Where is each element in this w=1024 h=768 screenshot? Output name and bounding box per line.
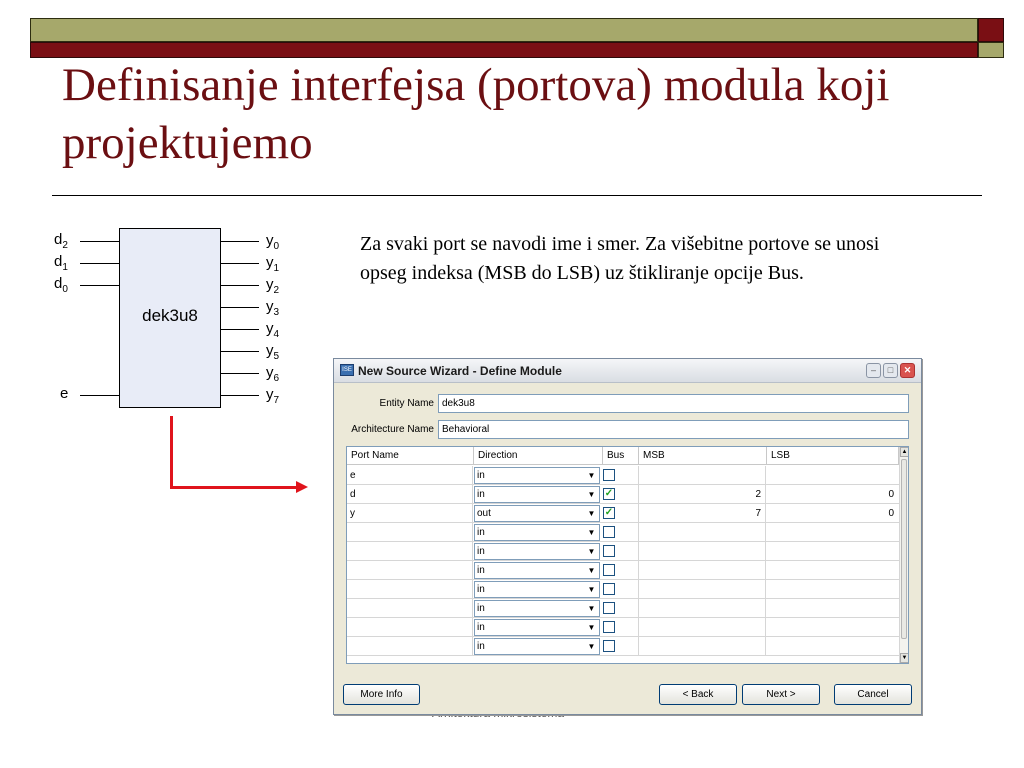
table-row: [347, 504, 899, 523]
input-wire: [80, 263, 119, 264]
chevron-down-icon[interactable]: ▼: [585, 526, 598, 539]
slide-description: Za svaki port se navodi ime i smer. Za višebitne portove se unosi opseg indeksa (MSB do LSB) uz štikliranje opcije Bus.: [360, 233, 880, 284]
port-name-cell[interactable]: [347, 561, 473, 580]
bus-checkbox[interactable]: [603, 564, 615, 576]
input-pin-label: $d_1$: [54, 253, 68, 273]
output-wire: [221, 395, 259, 396]
lsb-cell[interactable]: [767, 466, 898, 485]
bus-cell: [603, 485, 639, 504]
vertical-scrollbar[interactable]: [899, 447, 908, 663]
direction-value: in: [477, 603, 485, 614]
new-source-wizard-dialog: [333, 358, 922, 715]
lsb-cell[interactable]: 0: [888, 489, 894, 500]
port-name-cell[interactable]: [347, 637, 473, 656]
input-pin-label: e: [60, 385, 69, 402]
chevron-down-icon[interactable]: ▼: [585, 602, 598, 615]
direction-select[interactable]: [474, 467, 600, 484]
input-wire: [80, 241, 119, 242]
next-button[interactable]: Next >: [742, 684, 820, 705]
msb-cell[interactable]: [639, 523, 766, 542]
table-row: [347, 485, 899, 504]
direction-select[interactable]: [474, 524, 600, 541]
close-icon[interactable]: ✕: [900, 363, 915, 378]
msb-cell[interactable]: [639, 580, 766, 599]
lsb-cell[interactable]: [767, 618, 898, 637]
dialog-title: New Source Wizard - Define Module: [358, 364, 562, 378]
table-row: [347, 466, 899, 485]
direction-select[interactable]: [474, 543, 600, 560]
connector-line-horizontal: [170, 486, 298, 489]
header-square-red: [978, 18, 1004, 42]
maximize-icon[interactable]: □: [883, 363, 898, 378]
entity-name-input[interactable]: [438, 394, 909, 413]
output-pin-label: $y_2$: [266, 276, 280, 296]
bus-cell: [603, 542, 639, 561]
msb-cell[interactable]: [639, 466, 766, 485]
bus-checkbox[interactable]: [603, 602, 615, 614]
port-name-cell[interactable]: [347, 599, 473, 618]
output-wire: [221, 263, 259, 264]
more-info-button[interactable]: More Info: [343, 684, 420, 705]
architecture-name-input[interactable]: [438, 420, 909, 439]
direction-value: out: [477, 508, 491, 519]
bus-cell: [603, 561, 639, 580]
decoder-block-diagram: [0, 0, 330, 500]
port-table: [346, 446, 909, 664]
output-wire: [221, 307, 259, 308]
bus-cell: [603, 637, 639, 656]
output-pin-label: $y_7$: [266, 386, 280, 406]
output-pin-label: $y_5$: [266, 342, 280, 362]
msb-cell[interactable]: [639, 637, 766, 656]
dialog-titlebar[interactable]: [334, 359, 921, 383]
chevron-down-icon[interactable]: ▼: [585, 564, 598, 577]
connector-line-vertical: [170, 416, 173, 488]
column-header-direction[interactable]: Direction: [474, 447, 603, 465]
lsb-cell[interactable]: [767, 580, 898, 599]
direction-value: in: [477, 489, 485, 500]
direction-value: in: [477, 546, 485, 557]
port-name-cell[interactable]: [347, 523, 473, 542]
direction-select[interactable]: [474, 581, 600, 598]
port-name-cell[interactable]: e: [347, 466, 473, 485]
msb-cell[interactable]: [639, 599, 766, 618]
scroll-down-icon[interactable]: ▼: [901, 655, 908, 661]
input-pin-label: $d_2$: [54, 231, 68, 251]
output-wire: [221, 373, 259, 374]
table-row: [347, 599, 899, 618]
bus-checkbox[interactable]: [603, 545, 615, 557]
table-row: [347, 637, 899, 656]
msb-cell[interactable]: [639, 561, 766, 580]
direction-select[interactable]: [474, 600, 600, 617]
port-name-cell[interactable]: [347, 618, 473, 637]
table-row: [347, 580, 899, 599]
chevron-down-icon[interactable]: ▼: [585, 545, 598, 558]
msb-cell[interactable]: 2: [639, 485, 766, 504]
column-header-lsb[interactable]: LSB: [767, 447, 899, 465]
slide-title: Definisanje interfejsa (portova) modula koji projektujemo: [62, 59, 890, 169]
bus-checkbox[interactable]: [603, 526, 615, 538]
input-wire: [80, 395, 119, 396]
column-header-port-name[interactable]: Port Name: [347, 447, 474, 465]
output-pin-label: $y_6$: [266, 364, 280, 384]
bus-cell: [603, 618, 639, 637]
input-pin-label: $d_0$: [54, 275, 68, 295]
bus-cell: [603, 504, 639, 523]
table-row: [347, 618, 899, 637]
table-header: [347, 447, 908, 465]
direction-value: in: [477, 565, 485, 576]
direction-value: in: [477, 527, 485, 538]
port-name-cell[interactable]: d: [347, 485, 473, 504]
bus-cell: [603, 466, 639, 485]
lsb-cell[interactable]: [767, 523, 898, 542]
bus-checkbox[interactable]: [603, 583, 615, 595]
output-wire: [221, 329, 259, 330]
chevron-down-icon[interactable]: ▼: [585, 507, 598, 520]
chevron-down-icon[interactable]: ▼: [585, 583, 598, 596]
app-icon: ISE: [340, 364, 354, 376]
column-header-bus[interactable]: Bus: [603, 447, 639, 465]
output-pin-label: $y_0$: [266, 232, 280, 252]
bus-cell: [603, 580, 639, 599]
chevron-down-icon[interactable]: ▼: [585, 640, 598, 653]
bus-checkbox[interactable]: [603, 469, 615, 481]
msb-cell[interactable]: [639, 542, 766, 561]
output-wire: [221, 241, 259, 242]
table-row: [347, 561, 899, 580]
port-name-cell[interactable]: y: [347, 504, 473, 523]
bus-cell: [603, 523, 639, 542]
column-header-msb[interactable]: MSB: [639, 447, 767, 465]
output-pin-label: $y_3$: [266, 298, 280, 318]
chevron-down-icon[interactable]: ▼: [585, 488, 598, 501]
output-pin-label: $y_1$: [266, 254, 280, 274]
output-pin-label: $y_4$: [266, 320, 280, 340]
chevron-down-icon[interactable]: ▼: [585, 621, 598, 634]
direction-value: in: [477, 470, 485, 481]
lsb-cell[interactable]: [767, 637, 898, 656]
lsb-cell[interactable]: 0: [888, 508, 894, 519]
entity-name-label: Entity Name: [379, 398, 434, 409]
table-row: [347, 523, 899, 542]
chevron-down-icon[interactable]: ▼: [585, 469, 598, 482]
direction-value: in: [477, 641, 485, 652]
arrow-right-icon: [296, 481, 308, 493]
scroll-thumb[interactable]: [901, 459, 907, 639]
direction-select[interactable]: [474, 505, 600, 522]
bus-checkbox[interactable]: [603, 621, 615, 633]
back-button[interactable]: < Back: [659, 684, 737, 705]
bus-checkbox[interactable]: ✓: [604, 507, 614, 518]
lsb-cell[interactable]: [767, 599, 898, 618]
port-name-cell[interactable]: [347, 542, 473, 561]
direction-select[interactable]: [474, 638, 600, 655]
lsb-cell[interactable]: [767, 561, 898, 580]
direction-value: in: [477, 622, 485, 633]
lsb-cell[interactable]: [767, 542, 898, 561]
scroll-up-icon[interactable]: ▲: [901, 449, 908, 455]
msb-cell[interactable]: [639, 618, 766, 637]
msb-cell[interactable]: 7: [639, 504, 766, 523]
direction-value: in: [477, 584, 485, 595]
architecture-name-label: Architecture Name: [351, 424, 434, 435]
direction-select[interactable]: [474, 486, 600, 503]
input-wire: [80, 285, 119, 286]
output-wire: [221, 285, 259, 286]
table-row: [347, 542, 899, 561]
cancel-button[interactable]: Cancel: [834, 684, 912, 705]
bus-cell: [603, 599, 639, 618]
bus-checkbox[interactable]: [603, 640, 615, 652]
block-label: dek3u8: [142, 306, 198, 325]
minimize-icon[interactable]: –: [866, 363, 881, 378]
output-wire: [221, 351, 259, 352]
port-name-cell[interactable]: [347, 580, 473, 599]
direction-select[interactable]: [474, 619, 600, 636]
direction-select[interactable]: [474, 562, 600, 579]
bus-checkbox[interactable]: ✓: [604, 488, 614, 499]
